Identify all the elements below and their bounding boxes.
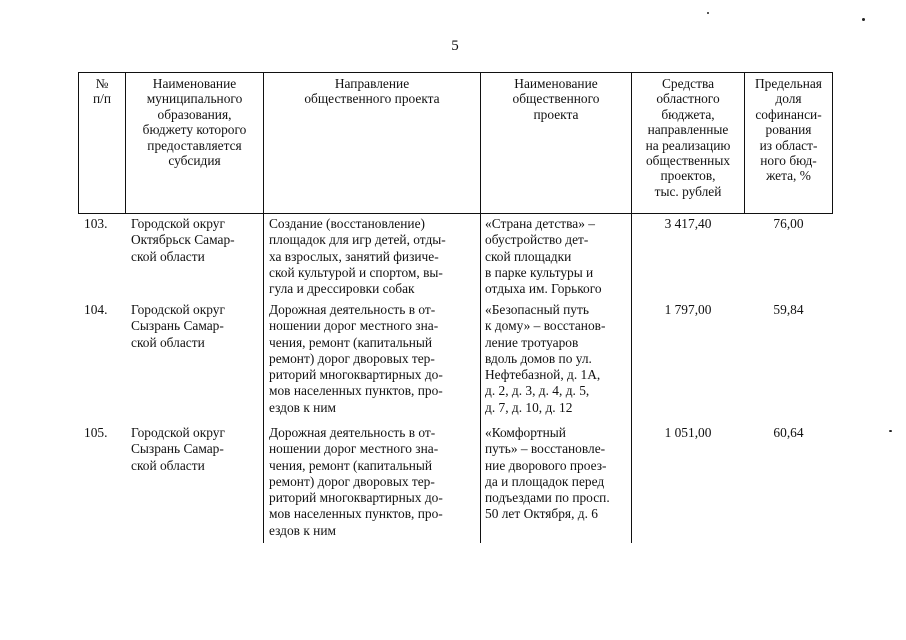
share-cell: 59,84 <box>773 302 804 317</box>
scan-speck <box>862 18 865 21</box>
municipality-cell: Городской округ Сызрань Самар- ской области <box>131 302 225 350</box>
header-bottom-border <box>78 213 833 214</box>
header-municipality: Наименование муниципального образования, бюджету которого предоставляется субсидия <box>142 76 247 169</box>
share-cell: 76,00 <box>773 216 804 231</box>
column-divider <box>263 213 264 543</box>
share-cell: 60,64 <box>773 425 804 440</box>
municipality-cell: Городской округ Сызрань Самар- ской области <box>131 425 225 473</box>
direction-cell: Дорожная деятельность в от- ношении дорог местного зна- чения, ремонт (капитальный ремонт) дорог дворовых тер- риторий многоквартирных до- мов населенных пунктов, про- ездов к ним <box>269 302 443 415</box>
row-number: 104. <box>84 302 108 317</box>
direction-cell: Дорожная деятельность в от- ношении дорог местного зна- чения, ремонт (капитальный ремонт) дорог дворовых тер- риторий многоквартирных до- мов населенных пунктов, про- ездов к ним <box>269 425 443 538</box>
direction-cell: Создание (восстановление) площадок для игр детей, отды- ха взрослых, занятий физиче- ской культурой и спортом, вы- гула и дрессировки собак <box>269 216 446 297</box>
page-number: 5 <box>451 38 459 54</box>
header-top-border <box>78 72 833 73</box>
header-funds: Средства областного бюджета, направленные на реализацию общественных проектов, тыс. рублей <box>645 76 731 199</box>
scan-speck <box>707 12 709 14</box>
funds-cell: 3 417,40 <box>664 216 712 231</box>
header-divider <box>832 72 833 214</box>
project-cell: «Безопасный путь к дому» – восстанов- ление тротуаров вдоль домов по ул. Нефтебазной, д. 1А, д. 2, д. 3, д. 4, д. 5, д. 7, д. 10, д. 12 <box>485 302 606 415</box>
row-number: 105. <box>84 425 108 440</box>
row-number: 103. <box>84 216 108 231</box>
project-cell: «Страна детства» – обустройство дет- ской площадки в парке культуры и отдыха им. Горького <box>485 216 602 297</box>
scan-speck <box>889 430 892 432</box>
header-direction: Направление общественного проекта <box>304 76 440 107</box>
funds-cell: 1 797,00 <box>664 302 712 317</box>
header-number: № п/п <box>92 76 112 107</box>
project-cell: «Комфортный путь» – восстановле- ние дворового проез- да и площадок перед подъездами по просп. 50 лет Октября, д. 6 <box>485 425 610 522</box>
header-project: Наименование общественного проекта <box>512 76 600 122</box>
header-share: Предельная доля софинанси- рования из област- ного бюд- жета, % <box>755 76 822 184</box>
column-divider <box>631 213 632 543</box>
municipality-cell: Городской округ Октябрьск Самар- ской области <box>131 216 235 264</box>
funds-cell: 1 051,00 <box>664 425 712 440</box>
